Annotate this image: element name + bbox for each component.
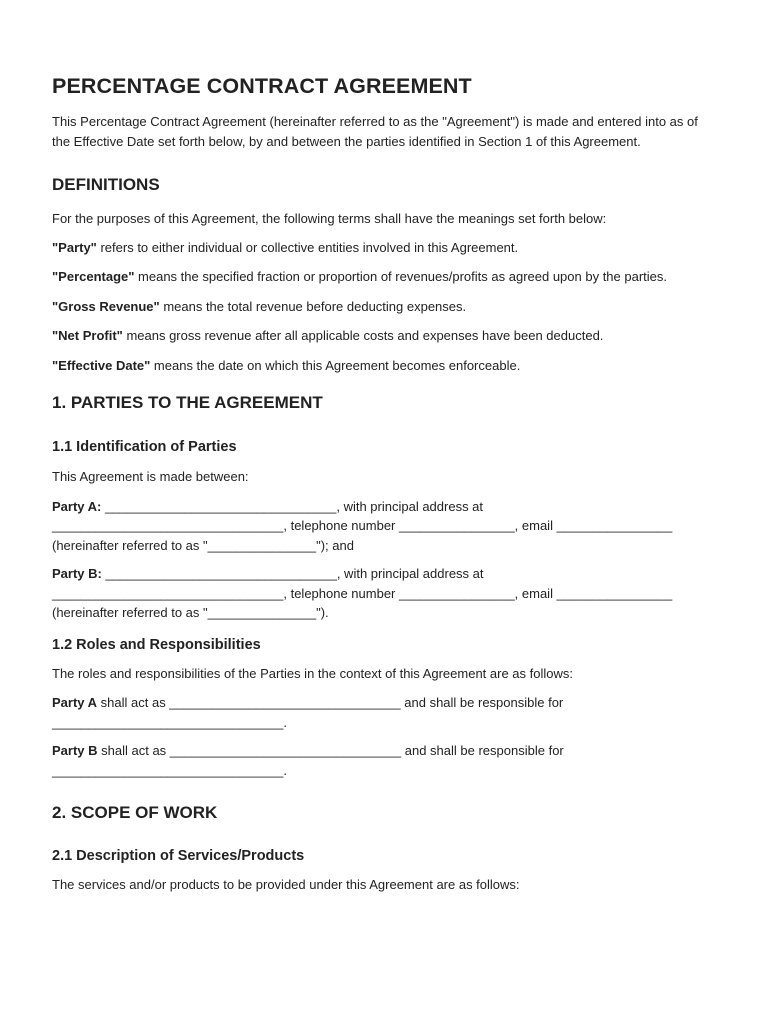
definition-term: "Party" <box>52 239 97 255</box>
party-a-role-text: shall act as ________________________________ and shall be responsible for ________________________________. <box>52 695 564 730</box>
party-b-label: Party B: <box>52 566 102 581</box>
party-b-details <box>52 564 710 623</box>
definition-item <box>52 238 710 258</box>
party-b-role-label: Party B <box>52 743 98 758</box>
definition-item <box>52 297 710 317</box>
definition-text: means the specified fraction or proportion of revenues/profits as agreed upon by the parties. <box>134 269 668 284</box>
party-a-label: Party A: <box>52 498 102 514</box>
section-1-1-intro: This Agreement is made between: <box>52 469 249 484</box>
definition-text: means the total revenue before deducting expenses. <box>159 298 467 314</box>
definition-text: refers to either individual or collective entities involved in this Agreement. <box>96 239 519 255</box>
section-1-2-intro: The roles and responsibilities of the Parties in the context of this Agreement are as follows: <box>52 665 573 681</box>
section-1-1-heading: 1.1 Identification of Parties <box>52 439 237 455</box>
definition-item <box>52 356 710 376</box>
document-title: PERCENTAGE CONTRACT AGREEMENT <box>52 74 472 98</box>
definition-item <box>52 267 710 287</box>
party-a-role <box>52 693 710 732</box>
definition-term: "Net Profit" <box>52 328 123 343</box>
definition-text: means the date on which this Agreement becomes enforceable. <box>150 357 521 373</box>
definitions-intro: For the purposes of this Agreement, the following terms shall have the meanings set forth below: <box>52 211 607 226</box>
section-1-2-heading: 1.2 Roles and Responsibilities <box>52 636 261 653</box>
section-2-1-intro: The services and/or products to be provided under this Agreement are as follows: <box>52 877 520 892</box>
party-a-details <box>52 497 710 556</box>
definition-term: "Percentage" <box>52 269 135 284</box>
definition-term: "Gross Revenue" <box>52 298 160 314</box>
party-a-role-label: Party A <box>52 695 98 710</box>
party-a-text: ________________________________, with principal address at ________________________________, telephone number ________________, email ________________ (hereinafter referred to as "_______________"); and <box>52 498 673 553</box>
definitions-heading: DEFINITIONS <box>52 175 160 194</box>
party-b-role-text: shall act as ________________________________ and shall be responsible for ________________________________. <box>52 743 564 778</box>
section-2-1-heading: 2.1 Description of Services/Products <box>52 848 305 864</box>
intro-paragraph: This Percentage Contract Agreement (hereinafter referred to as the "Agreement") is made and entered into as of the Effective Date set forth below, by and between the parties identified in Section 1 of this Agreement. <box>52 114 698 149</box>
definition-text: means gross revenue after all applicable costs and expenses have been deducted. <box>122 328 604 343</box>
party-b-role <box>52 741 710 780</box>
party-b-text: ________________________________, with principal address at ________________________________, telephone number ________________, email ________________ (hereinafter referred to as "_______________"). <box>52 566 673 620</box>
section-1-heading: 1. PARTIES TO THE AGREEMENT <box>52 393 323 412</box>
definition-item <box>52 326 710 346</box>
section-2-heading: 2. SCOPE OF WORK <box>52 803 218 822</box>
definition-term: "Effective Date" <box>52 357 151 373</box>
